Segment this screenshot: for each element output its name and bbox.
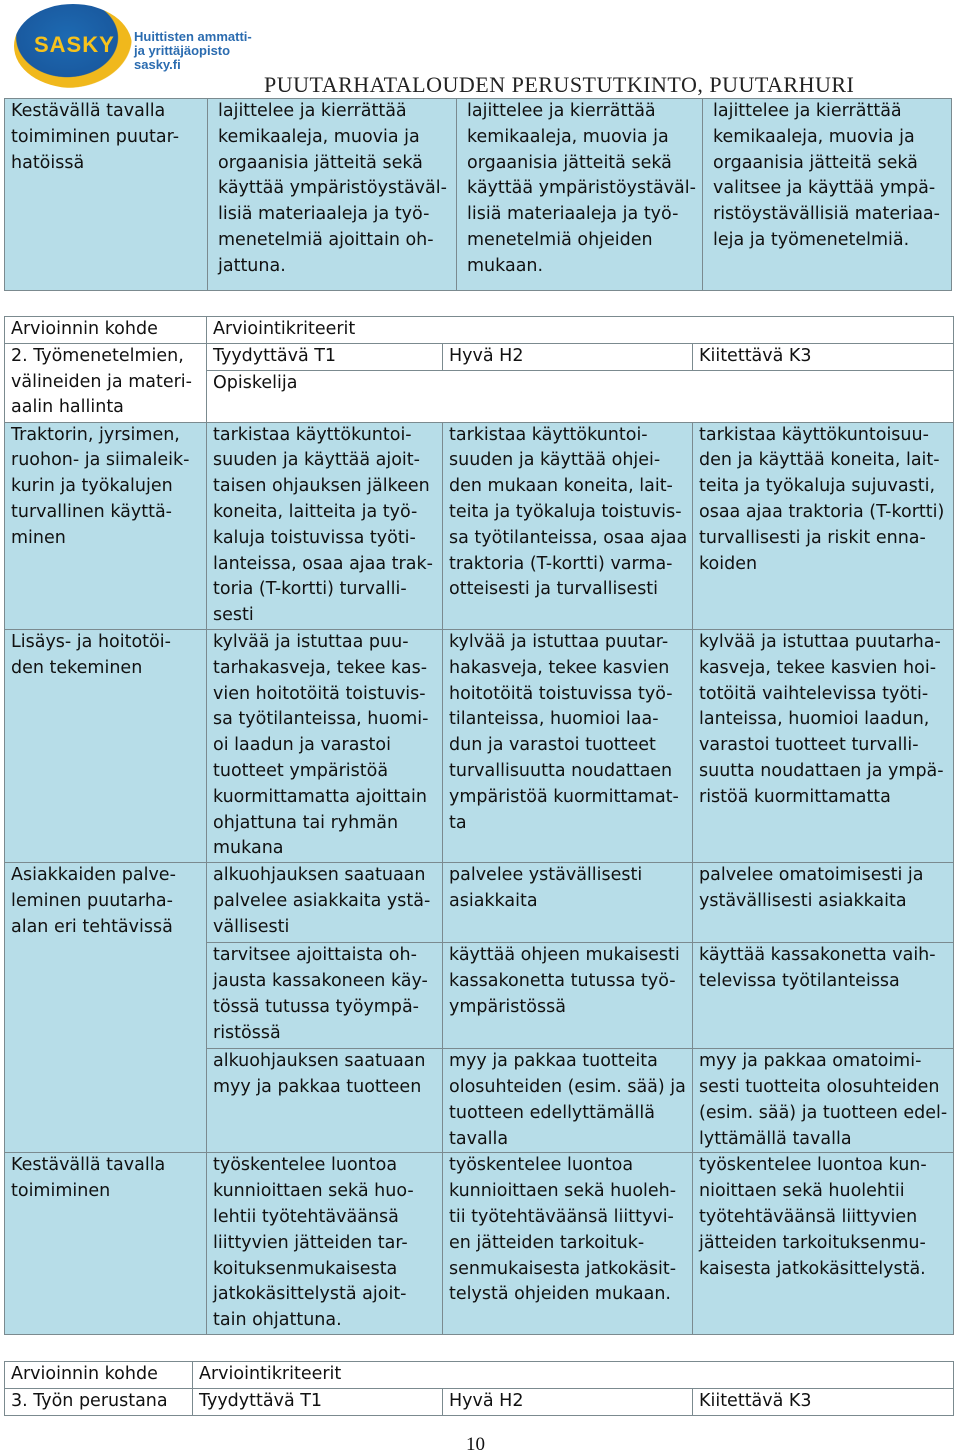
- document-title: PUUTARHATALOUDEN PERUSTUTKINTO, PUUTARHURI: [264, 72, 855, 97]
- h2-cell: kylvää ja istuttaa puutar-hakasveja, tekee kasvien hoitotöitä toistuvissa työ-tilanteissa, huomioi laa-dun ja varastoi tuotteet turvallisuutta noudattaen ympäristöä kuormittamat-ta: [443, 629, 693, 862]
- table-header-row: [5, 1362, 954, 1389]
- k3-cell: kylvää ja istuttaa puutarha-kasveja, tekee kasvien hoi-totöitä vaihtelevissa työti-lanteissa, huomioi laadun, varastoi tuotteet turvalli-suutta noudattaen ja ympä-ristöä kuormittamatta: [693, 629, 954, 862]
- header-kohde: Arvioinnin kohde: [5, 1362, 193, 1389]
- logo-line-1: Huittisten ammatti-: [134, 29, 252, 44]
- grade-t1: Tyydyttävä T1: [207, 343, 443, 370]
- h2-cell: käyttää ohjeen mukaisesti kassakonetta tutussa työ-ympäristössä: [443, 943, 693, 1049]
- grade-k3: Kiitettävä K3: [693, 343, 954, 370]
- logo-brand: SASKY: [34, 32, 115, 57]
- page-number: 10: [466, 1434, 485, 1455]
- t1-cell: työskentelee luontoa kunnioittaen sekä huo-lehtii työtehtäväänsä liittyvien jätteiden tar-koituksenmukaisesta jatkokäsittelystä ajoit-tain ohjattuna.: [207, 1153, 443, 1335]
- k3-cell: lajittelee ja kierrättää kemikaaleja, muovia ja orgaanisia jätteitä sekä valitsee ja käyttää ympä-ristöystävällisiä materiaa-leja ja työmenetelmiä.: [703, 99, 952, 291]
- t1-cell: alkuohjauksen saatuaan palvelee asiakkaita ystä-vällisesti: [207, 863, 443, 943]
- logo-subtitle: [134, 30, 252, 72]
- logo-line-3: sasky.fi: [134, 57, 181, 72]
- header-kriteerit: Arviointikriteerit: [193, 1362, 954, 1389]
- table-row: [5, 863, 954, 943]
- table-row: [5, 1153, 954, 1335]
- h2-cell: palvelee ystävällisesti asiakkaita: [443, 863, 693, 943]
- table-row: [5, 422, 954, 629]
- page-header: [0, 0, 960, 100]
- h2-cell: tarkistaa käyttökuntoi-suuden ja käyttää ohjei-den mukaan koneita, lait-teita ja työkaluja toistuvis-sa työtilanteissa, osaa ajaa traktoria (T-kortti) varma-otteisesti ja turvallisesti: [443, 422, 693, 629]
- k3-cell: myy ja pakkaa omatoimi-sesti tuotteita olosuhteiden (esim. sää) ja tuotteen edel-lyttämällä tavalla: [693, 1049, 954, 1153]
- table-row: [5, 629, 954, 862]
- header-kriteerit: Arviointikriteerit: [207, 317, 954, 344]
- kohde-cell: Traktorin, jyrsimen, ruohon- ja siimaleik-kurin ja työkalujen turvallinen käyttä-minen: [5, 422, 207, 629]
- kohde-cell: Kestävällä tavalla toimiminen: [5, 1153, 207, 1335]
- top-criteria-table: [4, 98, 952, 291]
- section-name: 2. Työmenetelmien, välineiden ja materi-aalin hallinta: [5, 343, 207, 422]
- table-header-row: [5, 317, 954, 344]
- h2-cell: työskentelee luontoa kunnioittaen sekä huoleh-tii työtehtäväänsä liittyvi-en jätteiden tarkoituk-senmukaisesta jatkokäsit-telystä ohjeiden mukaan.: [443, 1153, 693, 1335]
- opiskelija-label: Opiskelija: [207, 370, 954, 422]
- t1-cell: tarvitsee ajoittaista oh-jausta kassakoneen käy-tössä tutussa työympä-ristössä: [207, 943, 443, 1049]
- header-kohde: Arvioinnin kohde: [5, 317, 207, 344]
- kohde-cell: Lisäys- ja hoitotöi-den tekeminen: [5, 629, 207, 862]
- grade-k3: Kiitettävä K3: [693, 1388, 954, 1415]
- k3-cell: palvelee omatoimisesti ja ystävällisesti asiakkaita: [693, 863, 954, 943]
- grade-row: [5, 343, 954, 370]
- grade-h2: Hyvä H2: [443, 1388, 693, 1415]
- kohde-cell: Kestävällä tavalla toimiminen puutar-hatöissä: [5, 99, 208, 291]
- section-2-table: [4, 316, 954, 1335]
- grade-row: [5, 1388, 954, 1415]
- logo-line-2: ja yrittäjäopisto: [134, 43, 231, 58]
- t1-cell: tarkistaa käyttökuntoi-suuden ja käyttää ajoit-taisen ohjauksen jälkeen koneita, laitteita ja työ-kaluja toistuvissa työti-lanteissa, osaa ajaa trak-toria (T-kortti) turvalli-sesti: [207, 422, 443, 629]
- grade-t1: Tyydyttävä T1: [193, 1388, 443, 1415]
- section-3-table: [4, 1361, 954, 1416]
- h2-cell: lajittelee ja kierrättää kemikaaleja, muovia ja orgaanisia jätteitä sekä käyttää ympäristöystäväl-lisiä materiaaleja ja työ-menetelmiä ohjeiden mukaan.: [457, 99, 703, 291]
- t1-cell: alkuohjauksen saatuaan myy ja pakkaa tuotteen: [207, 1049, 443, 1153]
- sasky-logo: [14, 4, 254, 94]
- kohde-cell: Asiakkaiden palve-leminen puutarha-alan eri tehtävissä: [5, 863, 207, 1153]
- k3-cell: tarkistaa käyttökuntoisuu-den ja käyttää koneita, lait-teita ja työkaluja sujuvasti, osaa ajaa traktoria (T-kortti) turvallisesti ja riskit enna-koiden: [693, 422, 954, 629]
- table-row: [5, 99, 952, 291]
- t1-cell: lajittelee ja kierrättää kemikaaleja, muovia ja orgaanisia jätteitä sekä käyttää ympäristöystäväl-lisiä materiaaleja ja työ-menetelmiä ajoittain oh-jattuna.: [208, 99, 457, 291]
- t1-cell: kylvää ja istuttaa puu-tarhakasveja, tekee kas-vien hoitotöitä toistuvis-sa työtilanteissa, huomi-oi laadun ja varastoi tuotteet ympäristöä kuormittamatta ajoittain ohjattuna tai ryhmän mukana: [207, 629, 443, 862]
- grade-h2: Hyvä H2: [443, 343, 693, 370]
- section-name: 3. Työn perustana: [5, 1388, 193, 1415]
- k3-cell: käyttää kassakonetta vaih-televissa työtilanteissa: [693, 943, 954, 1049]
- k3-cell: työskentelee luontoa kun-nioittaen sekä huolehtii työtehtäväänsä liittyvien jätteiden tarkoituksenmu-kaisesta jatkokäsittelystä.: [693, 1153, 954, 1335]
- h2-cell: myy ja pakkaa tuotteita olosuhteiden (esim. sää) ja tuotteen edellyttämällä tavalla: [443, 1049, 693, 1153]
